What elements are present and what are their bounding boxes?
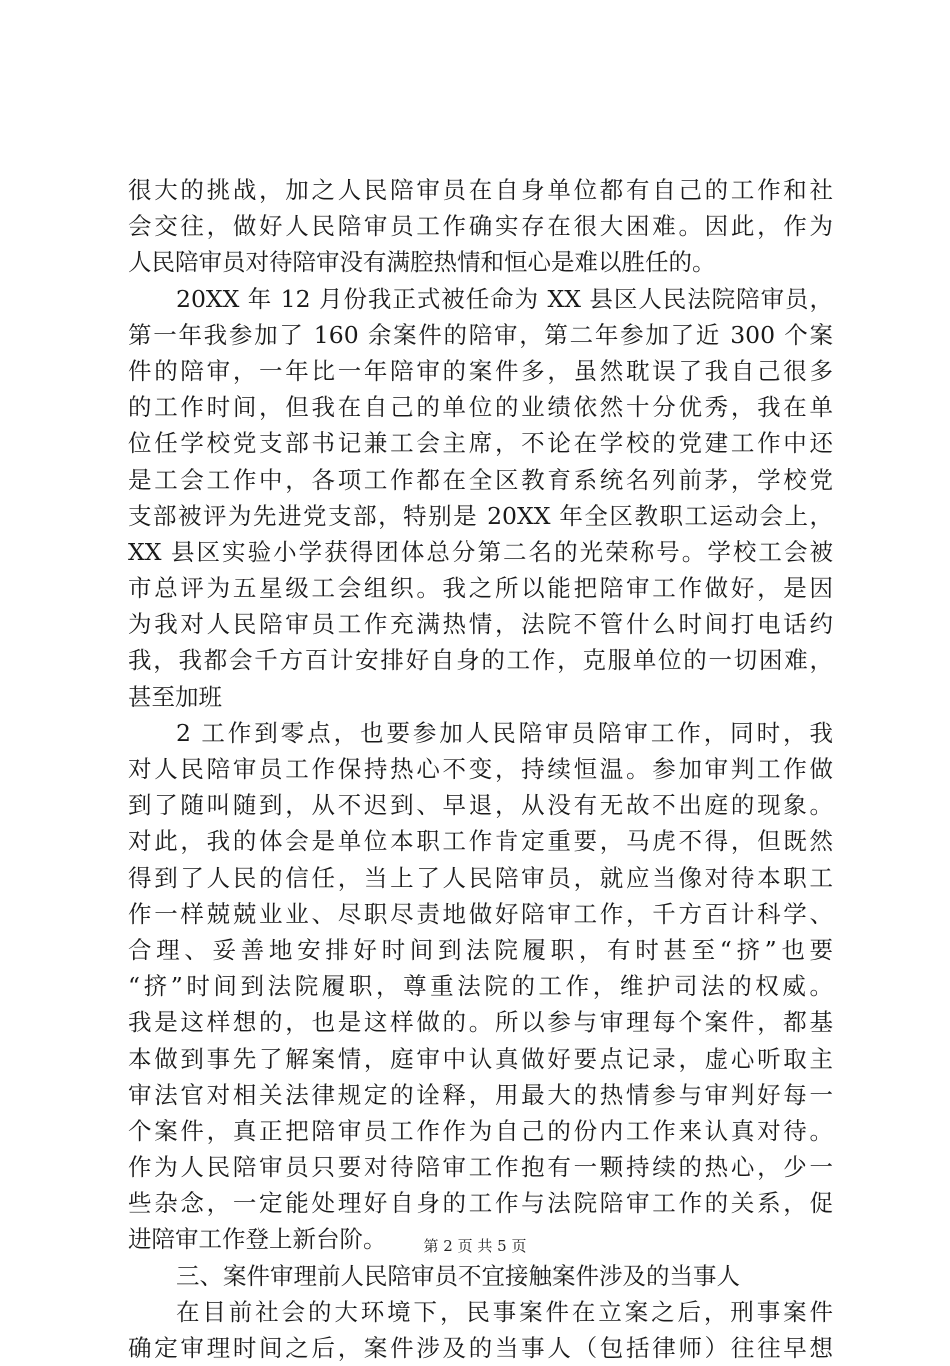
text-line: 件的陪审，一年比一年陪审的案件多，虽然耽误了我自己很多: [128, 356, 833, 385]
text-line: 得到了人民的信任，当上了人民陪审员，就应当像对待本职工: [128, 863, 833, 892]
text-line: 为我对人民陪审员工作充满热情，法院不管什么时间打电话约: [128, 610, 833, 639]
text-line: 很大的挑战，加之人民陪审员在自身单位都有自己的工作和社: [128, 176, 833, 204]
text-line: 到了随叫随到，从不迟到、早退，从没有无故不出庭的现象。: [128, 791, 833, 820]
document-body: [128, 172, 833, 1366]
text-line: 作一样兢兢业业、尽职尽责地做好陪审工作，千方百计科学、: [128, 899, 833, 928]
text-line: 是工会工作中，各项工作都在全区教育系统名列前茅，学校党: [128, 465, 833, 494]
text-line: 我，我都会千方百计安排好自身的工作，克服单位的一切困难，: [128, 646, 833, 675]
text-line: XX 县区实验小学获得团体总分第二名的光荣称号。学校工会被: [128, 537, 833, 566]
text-line: 个案件，真正把陪审员工作作为自己的份内工作来认真对待。: [128, 1116, 833, 1145]
text-line: 对人民陪审员工作保持热心不变，持续恒温。参加审判工作做: [128, 755, 833, 783]
section-heading: 三、案件审理前人民陪审员不宜接触案件涉及的当事人: [176, 1261, 740, 1290]
paragraph-start-line: 在目前社会的大环境下，民事案件在立案之后，刑事案件: [176, 1297, 833, 1326]
text-line: 进陪审工作登上新台阶。: [128, 1225, 387, 1254]
text-line: 人民陪审员对待陪审没有满腔热情和恒心是难以胜任的。: [128, 248, 716, 277]
text-line: 本做到事先了解案情，庭审中认真做好要点记录，虚心听取主: [128, 1044, 833, 1073]
text-line: 市总评为五星级工会组织。我之所以能把陪审工作做好，是因: [128, 574, 833, 603]
text-line: 些杂念，一定能处理好自身的工作与法院陪审工作的关系，促: [128, 1189, 833, 1218]
text-line: 对此，我的体会是单位本职工作肯定重要，马虎不得，但既然: [128, 827, 833, 856]
paragraph-start-line: 20XX 年 12 月份我正式被任命为 XX 县区人民法院陪审员，: [176, 284, 833, 313]
text-line: 甚至加班: [128, 682, 222, 711]
text-line: 合理、妥善地安排好时间到法院履职，有时甚至“挤”也要: [128, 935, 833, 964]
text-line: 我是这样想的，也是这样做的。所以参与审理每个案件，都基: [128, 1008, 833, 1037]
text-line: 第一年我参加了 160 余案件的陪审，第二年参加了近 300 个案: [128, 320, 833, 349]
text-line: 支部被评为先进党支部，特别是 20XX 年全区教职工运动会上，: [128, 501, 833, 530]
text-line: 的工作时间，但我在自己的单位的业绩依然十分优秀，我在单: [128, 393, 833, 422]
text-line: 位任学校党支部书记兼工会主席，不论在学校的党建工作中还: [128, 429, 833, 458]
text-line: 会交往，做好人民陪审员工作确实存在很大困难。因此，作为: [128, 212, 833, 241]
text-line: 确定审理时间之后，案件涉及的当事人（包括律师）往往早想: [128, 1334, 833, 1362]
paragraph-start-line: 2 工作到零点，也要参加人民陪审员陪审工作，同时，我: [176, 718, 833, 747]
text-line: 审法官对相关法律规定的诠释，用最大的热情参与审判好每一: [128, 1080, 833, 1109]
page-number-footer: 第 2 页 共 5 页: [423, 1237, 527, 1255]
text-line: 作为人民陪审员只要对待陪审工作抱有一颗持续的热心，少一: [128, 1153, 833, 1182]
text-line: “挤”时间到法院履职，尊重法院的工作，维护司法的权威。: [128, 972, 833, 1001]
